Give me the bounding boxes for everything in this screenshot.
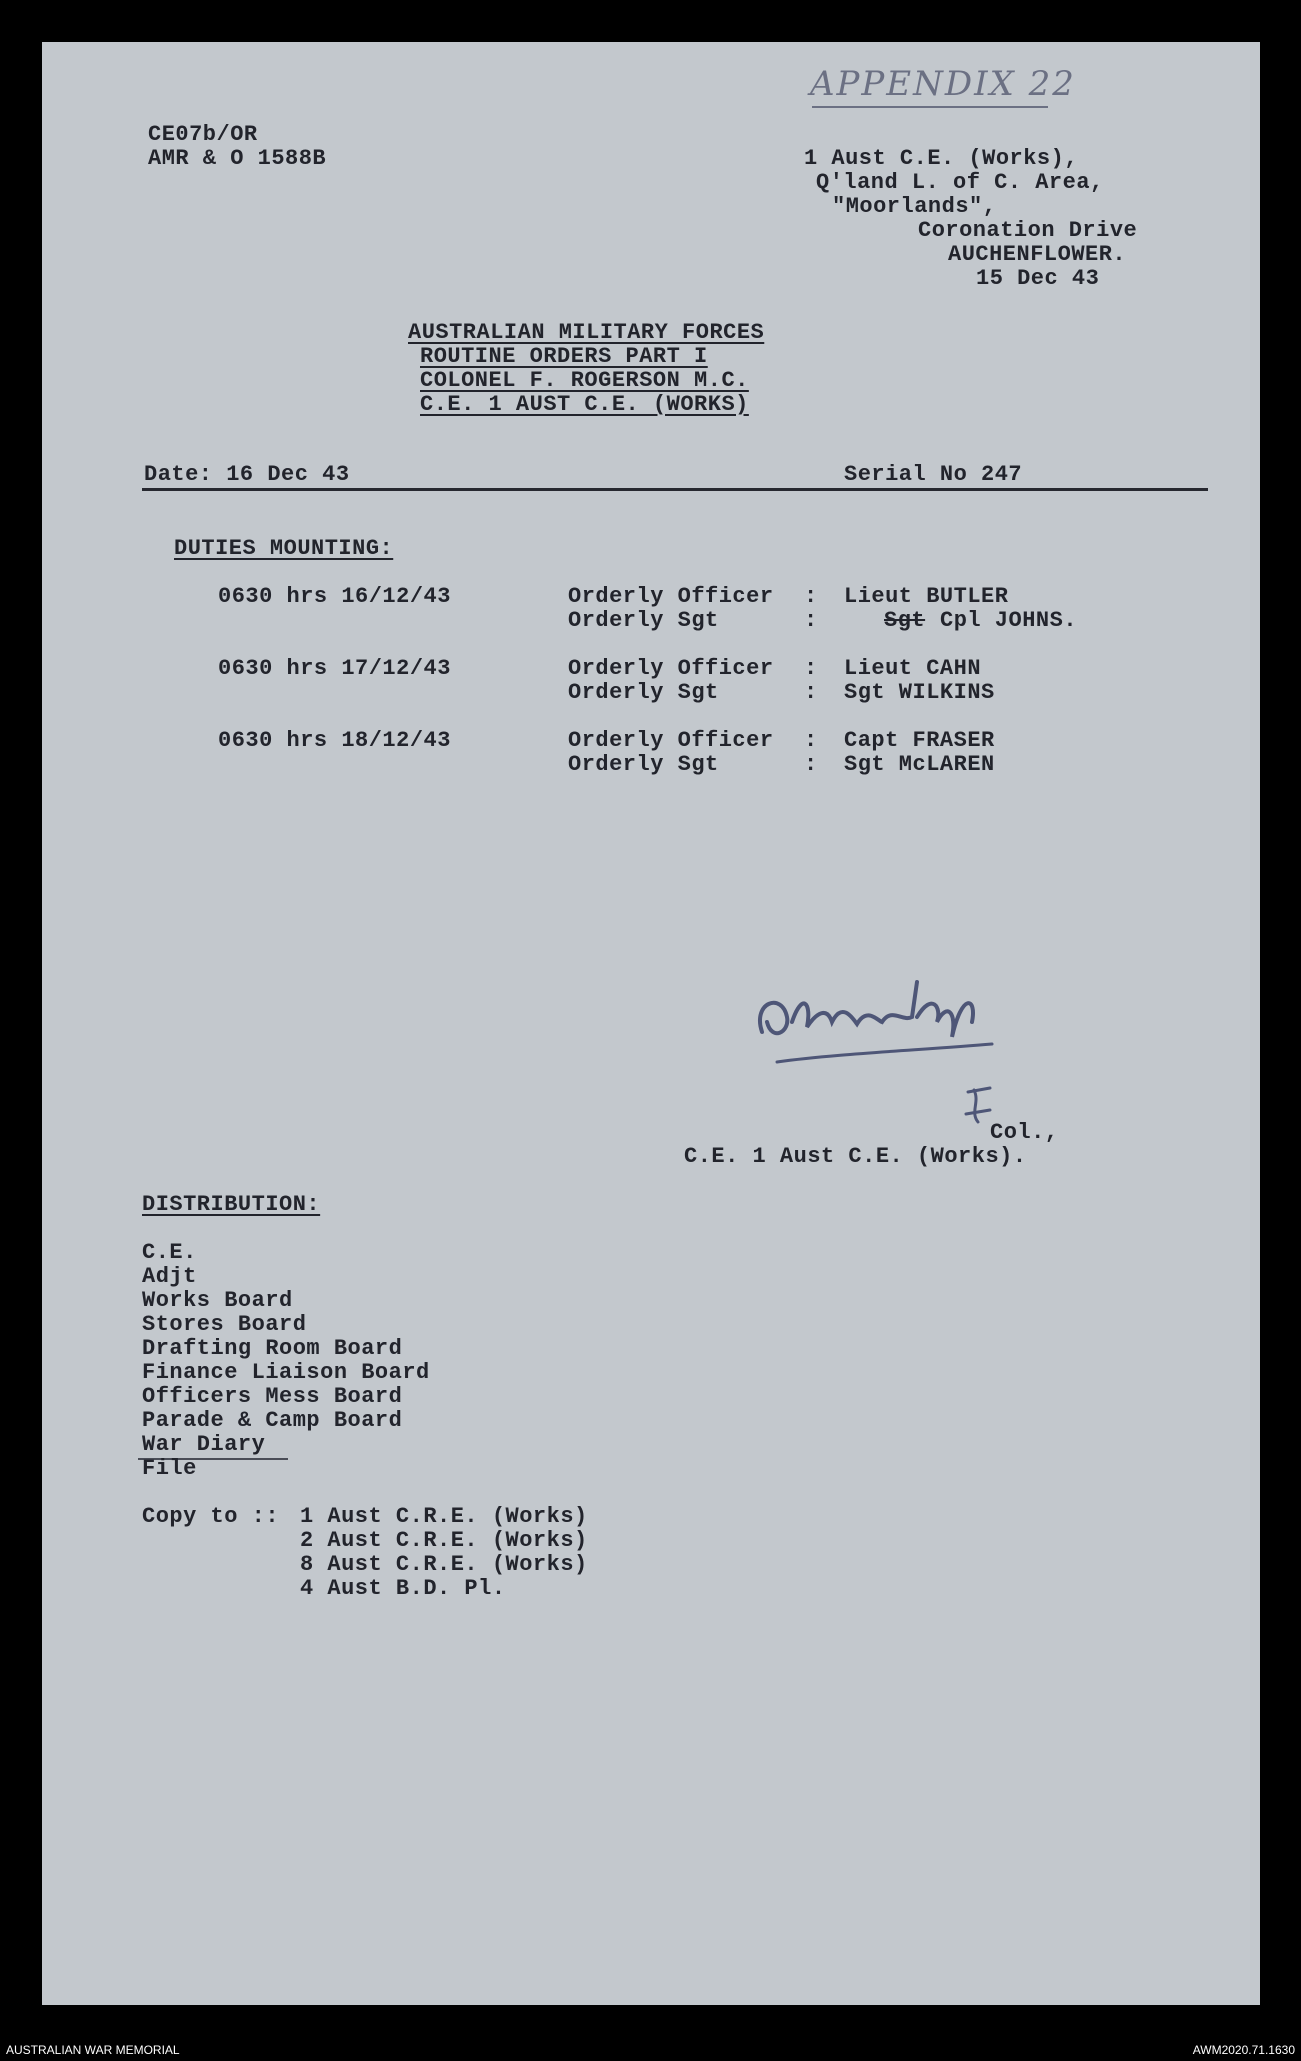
duty-name: Lieut BUTLER <box>844 584 1009 609</box>
duty-name: Sgt McLAREN <box>844 752 995 777</box>
appendix-annotation: APPENDIX 22 <box>810 64 1076 104</box>
heading-line-2: ROUTINE ORDERS PART I <box>420 344 708 369</box>
duty-name: Sgt WILKINS <box>844 680 995 705</box>
duty-name: Capt FRASER <box>844 728 995 753</box>
reference-line-2: AMR & O 1588B <box>148 146 327 171</box>
signature-rank: Col., <box>990 1120 1059 1145</box>
list-item: Drafting Room Board <box>142 1336 403 1361</box>
duty-name: Lieut CAHN <box>844 656 982 681</box>
duty-separator: : <box>804 752 818 777</box>
duty-role: Orderly Officer <box>568 728 774 753</box>
heading-line-1: AUSTRALIAN MILITARY FORCES <box>408 320 765 345</box>
list-item: Works Board <box>142 1288 293 1313</box>
sender-line-1: 1 Aust C.E. (Works), <box>804 146 1079 171</box>
date-line-rule <box>142 488 1208 491</box>
sender-line-4: Coronation Drive <box>918 218 1138 243</box>
distribution-title: DISTRIBUTION: <box>142 1192 321 1217</box>
appendix-underline <box>812 106 1048 108</box>
duty-separator: : <box>804 608 818 633</box>
footer-accession-number: AWM2020.71.1630 <box>1192 2043 1295 2057</box>
signature <box>742 962 1022 1082</box>
duty-role: Orderly Sgt <box>568 752 719 777</box>
duty-separator: : <box>804 656 818 681</box>
duty-separator: : <box>804 584 818 609</box>
list-item: Officers Mess Board <box>142 1384 403 1409</box>
duty-role: Orderly Sgt <box>568 608 719 633</box>
duty-time: 0630 hrs 16/12/43 <box>218 584 451 609</box>
duty-role: Orderly Officer <box>568 584 774 609</box>
duty-separator: : <box>804 680 818 705</box>
list-item: Finance Liaison Board <box>142 1360 430 1385</box>
list-item: C.E. <box>142 1240 197 1265</box>
list-item: 2 Aust C.R.E. (Works) <box>300 1528 588 1553</box>
duty-time: 0630 hrs 17/12/43 <box>218 656 451 681</box>
duties-title: DUTIES MOUNTING: <box>174 536 394 561</box>
sender-line-6: 15 Dec 43 <box>976 266 1100 291</box>
duty-time: 0630 hrs 18/12/43 <box>218 728 451 753</box>
list-item: 4 Aust B.D. Pl. <box>300 1576 506 1601</box>
list-item: Stores Board <box>142 1312 307 1337</box>
list-item: 1 Aust C.R.E. (Works) <box>300 1504 588 1529</box>
sender-line-5: AUCHENFLOWER. <box>948 242 1127 267</box>
reference-line-1: CE07b/OR <box>148 122 258 147</box>
sender-line-3: "Moorlands", <box>832 194 997 219</box>
serial-number: Serial No 247 <box>844 462 1023 487</box>
sender-line-2: Q'land L. of C. Area, <box>816 170 1104 195</box>
document-page <box>42 42 1260 2005</box>
list-item: Adjt <box>142 1264 197 1289</box>
duty-name: Cpl JOHNS. <box>940 608 1078 633</box>
heading-line-4: C.E. 1 AUST C.E. (WORKS) <box>420 392 749 417</box>
duty-role: Orderly Sgt <box>568 680 719 705</box>
struck-text: Sgt <box>884 608 926 633</box>
duty-role: Orderly Officer <box>568 656 774 681</box>
list-item: Parade & Camp Board <box>142 1408 403 1433</box>
heading-line-3: COLONEL F. ROGERSON M.C. <box>420 368 749 393</box>
list-item: File <box>142 1456 197 1481</box>
signature-title: C.E. 1 Aust C.E. (Works). <box>684 1144 1027 1169</box>
list-item: 8 Aust C.R.E. (Works) <box>300 1552 588 1577</box>
date-text: Date: 16 Dec 43 <box>144 462 350 487</box>
duty-separator: : <box>804 728 818 753</box>
copy-to-label: Copy to :: <box>142 1504 280 1529</box>
footer-archive-name: AUSTRALIAN WAR MEMORIAL <box>6 2043 180 2057</box>
list-item: War Diary <box>142 1432 266 1457</box>
